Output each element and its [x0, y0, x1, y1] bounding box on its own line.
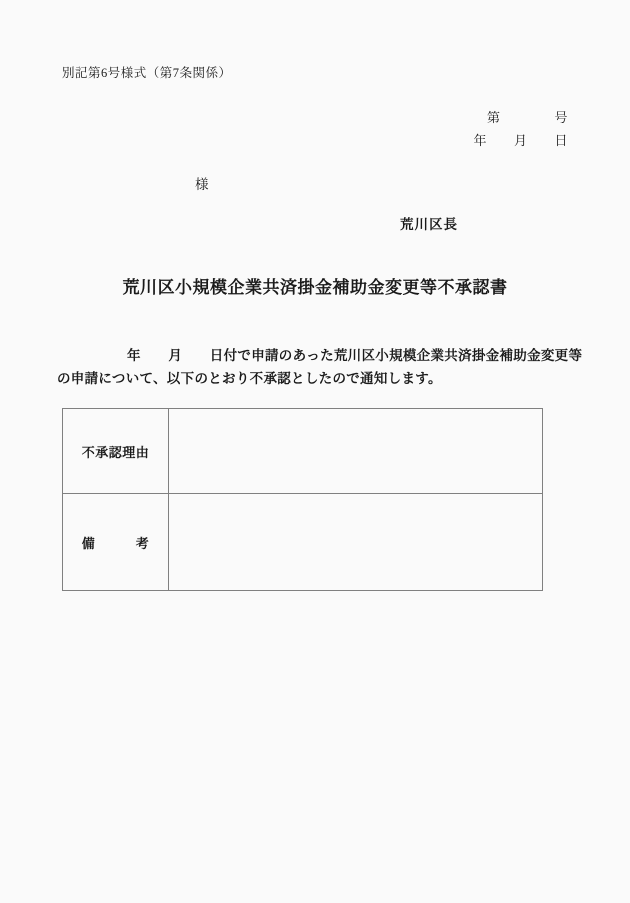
table-row-reason [63, 409, 543, 494]
reason-label-cell: 不承認理由 [63, 409, 169, 494]
sender-name: 荒川区長 [400, 217, 458, 232]
document-title: 荒川区小規模企業共済掛金補助金変更等不承認書 [122, 278, 508, 297]
body-paragraph [57, 344, 587, 390]
addressee-honorific: 様 [195, 177, 209, 192]
document-number-line: 第 号 [486, 110, 568, 125]
reference-block [473, 106, 568, 152]
date-line: 年 月 日 [473, 133, 568, 148]
remarks-value-cell [169, 494, 543, 591]
rejection-table [62, 408, 543, 591]
reason-value-cell [169, 409, 543, 494]
body-line-1: 年 月 日付で申請のあった荒川区小規模企業共済掛金補助金変更等 [127, 348, 583, 363]
body-line-2: の申請について、以下のとおり不承認としたので通知します。 [57, 371, 442, 386]
table-row-remarks [63, 494, 543, 591]
remarks-label-cell: 備 考 [63, 494, 169, 591]
form-number-note: 別記第6号様式（第7条関係） [62, 66, 232, 80]
